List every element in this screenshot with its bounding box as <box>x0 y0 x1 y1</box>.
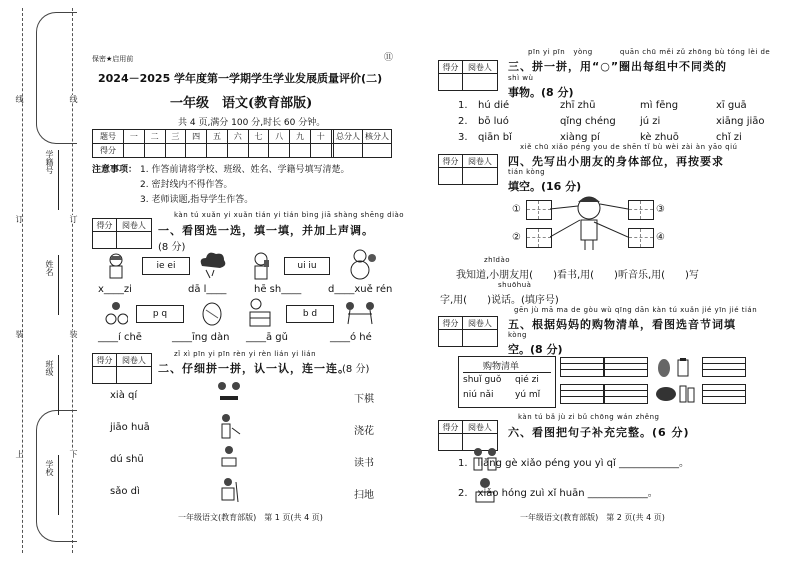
grader-cell[interactable] <box>462 330 497 347</box>
q4-pinyin: xiě chū xiǎo péng you de shēn tǐ bù wèi zài àn yāo qiú <box>520 143 738 151</box>
score-header: 核分人 <box>363 130 392 144</box>
notice-item: 1. 作答前请将学校、班级、姓名、学籍号填写清楚。 <box>140 165 350 175</box>
drum-child-icon <box>244 298 276 328</box>
answer-grid-3[interactable] <box>628 200 654 220</box>
q3-item[interactable]: kè zhuō <box>640 132 679 143</box>
child-icon <box>104 252 128 280</box>
score-cell[interactable] <box>439 434 463 451</box>
q4-pinyin3: zhīdào <box>484 256 511 264</box>
option-ie-ei[interactable]: ie ei <box>142 257 190 275</box>
score-cell[interactable] <box>310 144 331 158</box>
q2-text: 二、仔细拼一拼，认一认，连一连。 <box>158 362 350 375</box>
q1-points: (8 分) <box>158 242 186 253</box>
answer-lines[interactable] <box>604 357 648 377</box>
side-mark: 下 <box>69 450 78 458</box>
q3-item[interactable]: chǐ zi <box>716 132 742 143</box>
q4-line2[interactable]: 字,用( )说话。(填序号) <box>440 295 559 306</box>
score-cell[interactable] <box>334 144 363 158</box>
q1-blank[interactable]: dā l____ <box>188 284 227 295</box>
subject-title: 一年级 语文(教育部版) <box>170 96 313 111</box>
q3-score-box <box>438 60 498 91</box>
score-header: 三 <box>165 130 186 144</box>
q6-sentence-2[interactable]: 2. xiǎo hóng zuì xǐ huān ____________。 <box>458 488 658 499</box>
score-cell[interactable] <box>227 144 248 158</box>
grader-cell[interactable] <box>116 232 151 249</box>
option-b-d[interactable]: b d <box>286 305 334 323</box>
score-cell[interactable] <box>165 144 186 158</box>
side-mark: 上 <box>15 450 24 458</box>
watering-flowers-icon <box>216 412 242 440</box>
side-mark: 装 <box>69 330 78 338</box>
score-cell[interactable] <box>93 232 117 249</box>
answer-lines[interactable] <box>560 384 604 404</box>
binding-line-outer <box>22 8 23 553</box>
side-mark: 线 <box>15 95 24 103</box>
q6-pinyin: kàn tú bǎ jù zi bǔ chōng wán zhěng <box>518 413 660 421</box>
q4-score-box <box>438 154 498 185</box>
notice-item: 2. 密封线内不得作答。 <box>140 180 233 190</box>
score-header: 九 <box>290 130 311 144</box>
answer-grid-2[interactable] <box>526 228 552 248</box>
q2-points: (8 分) <box>342 364 370 375</box>
score-row-label: 得分 <box>93 144 124 158</box>
q3-item[interactable]: hú dié <box>478 100 510 111</box>
page2-footer: 一年级语文(教育部版) 第 2 页(共 4 页) <box>520 513 665 522</box>
tug-of-war-icon <box>344 300 376 326</box>
q5-pinyin: gēn jù mā ma de gòu wù qīng dān kàn tú xuǎn jié yīn jié tián <box>514 306 758 314</box>
shopping-list-title: 购物清单 <box>483 362 520 372</box>
grader-cell[interactable] <box>462 74 497 91</box>
q2-score-box <box>92 353 152 384</box>
notice-item: 3. 老师读题,指导学生作答。 <box>140 195 254 205</box>
q2-word[interactable]: 浇花 <box>354 426 374 437</box>
score-cell[interactable] <box>439 330 463 347</box>
q4-line1[interactable]: 我知道,小朋友用( )看书,用( )听音乐,用( )写 <box>456 270 699 281</box>
q2-pinyin-item[interactable]: sǎo dì <box>110 486 140 497</box>
q3-item[interactable]: zhī zhū <box>560 100 596 111</box>
score-label: 得分 <box>439 155 463 168</box>
q4-pinyin2: tián kòng <box>508 168 546 176</box>
q3-pinyin2: shì wù <box>508 74 534 82</box>
bicycle-child-icon <box>104 300 128 326</box>
score-header: 四 <box>186 130 207 144</box>
q5-score-box <box>438 316 498 347</box>
q3-item[interactable]: xī guā <box>716 100 747 111</box>
paper-badge: ⑪ <box>384 53 394 63</box>
q3-item[interactable]: bō luó <box>478 116 509 127</box>
q5-text2: 空。(8 分) <box>508 343 563 356</box>
option-ui-iu[interactable]: ui iu <box>284 257 330 275</box>
score-label: 得分 <box>93 219 117 232</box>
score-header: 总分人 <box>334 130 363 144</box>
label-name: 姓名 <box>45 260 54 276</box>
binding-decoration <box>36 410 77 542</box>
field-class[interactable] <box>58 355 60 415</box>
score-header: 六 <box>227 130 248 144</box>
field-school[interactable] <box>58 455 60 515</box>
secret-tag: 保密★启用前 <box>92 55 134 63</box>
side-mark: 订 <box>69 215 78 223</box>
snowman-icon <box>348 248 378 280</box>
page1-footer: 一年级语文(教育部版) 第 1 页(共 4 页) <box>178 513 323 522</box>
q1-score-box <box>92 218 152 249</box>
option-p-q[interactable]: p q <box>136 305 184 323</box>
shopping-item[interactable]: niú nǎi <box>463 390 494 400</box>
grader-label: 阅卷人 <box>116 354 151 367</box>
chess-players-icon <box>216 380 242 408</box>
q2-pinyin-item[interactable]: jiāo huā <box>110 422 150 433</box>
q3-text2: 事物。(8 分) <box>508 86 574 99</box>
q3-num: 2. <box>458 116 468 127</box>
q1-blank[interactable]: ____īng dàn <box>172 332 230 343</box>
q3-item[interactable]: jú zi <box>640 116 661 127</box>
q3-item[interactable]: mì fēng <box>640 100 679 111</box>
grader-label: 阅卷人 <box>462 155 497 168</box>
score-header: 二 <box>144 130 165 144</box>
child-body-icon <box>550 192 628 252</box>
grader-cell[interactable] <box>116 367 151 384</box>
score-cell[interactable] <box>124 144 145 158</box>
sweeping-child-icon <box>216 476 242 504</box>
answer-lines[interactable] <box>702 384 746 404</box>
q3-item[interactable]: qǐng chéng <box>560 116 616 127</box>
answer-lines[interactable] <box>604 384 648 404</box>
grader-label: 阅卷人 <box>116 219 151 232</box>
binding-decoration <box>36 12 77 144</box>
q1-blank[interactable]: d____xuě rén <box>328 284 393 295</box>
grader-label: 阅卷人 <box>462 421 497 434</box>
q1-blank[interactable]: ____ó hé <box>330 332 372 343</box>
q1-blank[interactable]: x____zi <box>98 284 132 295</box>
score-table <box>92 129 392 158</box>
q3-text: 三、拼一拼，用“○”圈出每组中不同类的 <box>508 60 728 73</box>
q2-pinyin-item[interactable]: xià qí <box>110 390 138 401</box>
answer-grid-4[interactable] <box>628 228 654 248</box>
score-cell[interactable] <box>93 367 117 384</box>
score-header: 五 <box>207 130 228 144</box>
shopping-list-box <box>458 356 556 408</box>
answer-lines[interactable] <box>702 357 746 377</box>
shopping-item[interactable]: qié zi <box>515 375 539 385</box>
side-mark: 线 <box>69 95 78 103</box>
q1-blank[interactable]: ____í chē <box>98 332 142 343</box>
label-student-id: 学籍号 <box>45 150 54 174</box>
reading-child-icon <box>216 444 242 472</box>
score-header: 十 <box>310 130 331 144</box>
field-student-id[interactable] <box>58 150 60 210</box>
q1-text: 一、看图选一选，填一填，并加上声调。 <box>158 224 374 237</box>
q2-word[interactable]: 扫地 <box>354 490 374 501</box>
q2-pinyin-item[interactable]: dú shū <box>110 454 144 465</box>
q3-item[interactable]: xiāng jiāo <box>716 116 765 127</box>
cloud-icon <box>196 248 228 280</box>
q1-blank[interactable]: ____ā gǔ <box>246 332 288 343</box>
score-label: 得分 <box>93 354 117 367</box>
exam-info: 共 4 页,满分 100 分,时长 60 分钟。 <box>178 118 326 128</box>
score-cell[interactable] <box>144 144 165 158</box>
q5-text: 五、根据妈妈的购物清单，看图选音节词填 <box>508 318 736 331</box>
score-cell[interactable] <box>439 168 463 185</box>
q4-text: 四、先写出小朋友的身体部位，再按要求 <box>508 155 724 168</box>
score-header: 八 <box>269 130 290 144</box>
q2-word[interactable]: 读书 <box>354 458 374 469</box>
label-school: 学校 <box>45 460 54 476</box>
score-label: 得分 <box>439 421 463 434</box>
score-cell[interactable] <box>186 144 207 158</box>
score-header: 一 <box>124 130 145 144</box>
label-class: 班级 <box>45 360 54 376</box>
score-cell[interactable] <box>248 144 269 158</box>
q4-pinyin4: shuōhuà <box>498 281 532 289</box>
grader-label: 阅卷人 <box>462 61 497 74</box>
exam-title: 2024－2025 学年度第一学期学生学业发展质量评价(二) <box>98 72 383 85</box>
q1-pinyin: kàn tú xuǎn yi xuǎn tián yi tián bìng jiā shàng shēng diào <box>174 211 405 219</box>
q5-pinyin2: kòng <box>508 331 527 339</box>
q3-num: 1. <box>458 100 468 111</box>
fruit-icon <box>654 356 698 378</box>
side-mark: 订 <box>15 215 24 223</box>
shopping-item[interactable]: yú mǐ <box>515 390 541 400</box>
label-1: ① <box>512 204 521 215</box>
egg-icon <box>198 300 226 326</box>
q3-pinyin: pīn yi pīn yòng quān chū měi zǔ zhōng bù tóng lèi de <box>528 48 771 56</box>
score-cell[interactable] <box>207 144 228 158</box>
q2-pinyin: zǐ xì pīn yi pīn rèn yi rèn lián yi lián <box>174 350 317 358</box>
q3-num: 3. <box>458 132 468 143</box>
q1-blank[interactable]: hē sh____ <box>254 284 302 295</box>
score-label: 得分 <box>439 61 463 74</box>
grader-label: 阅卷人 <box>462 317 497 330</box>
shopping-item[interactable]: shuǐ guǒ <box>463 375 502 385</box>
label-2: ② <box>512 232 521 243</box>
q2-word[interactable]: 下棋 <box>354 394 374 405</box>
q3-item[interactable]: xiàng pí <box>560 132 600 143</box>
answer-grid-1[interactable] <box>526 200 552 220</box>
notice-label: 注意事项： <box>92 165 138 175</box>
grader-cell[interactable] <box>462 168 497 185</box>
field-name[interactable] <box>58 255 60 315</box>
label-3: ③ <box>656 204 665 215</box>
eggplant-icon <box>654 382 698 404</box>
score-header: 题号 <box>93 130 124 144</box>
label-4: ④ <box>656 232 665 243</box>
score-label: 得分 <box>439 317 463 330</box>
answer-lines[interactable] <box>560 357 604 377</box>
q6-text: 六、看图把句子补充完整。(6 分) <box>508 426 690 439</box>
score-cell[interactable] <box>269 144 290 158</box>
q4-text2: 填空。(16 分) <box>508 180 582 193</box>
score-cell[interactable] <box>363 144 392 158</box>
score-cell[interactable] <box>290 144 311 158</box>
q6-sentence-1[interactable]: 1. liǎng gè xiǎo péng you yì qǐ ____________。 <box>458 458 689 469</box>
child-drinking-icon <box>250 252 272 280</box>
score-cell[interactable] <box>439 74 463 91</box>
q3-item[interactable]: qiān bǐ <box>478 132 512 143</box>
score-header: 七 <box>248 130 269 144</box>
side-mark: 装 <box>15 330 24 338</box>
